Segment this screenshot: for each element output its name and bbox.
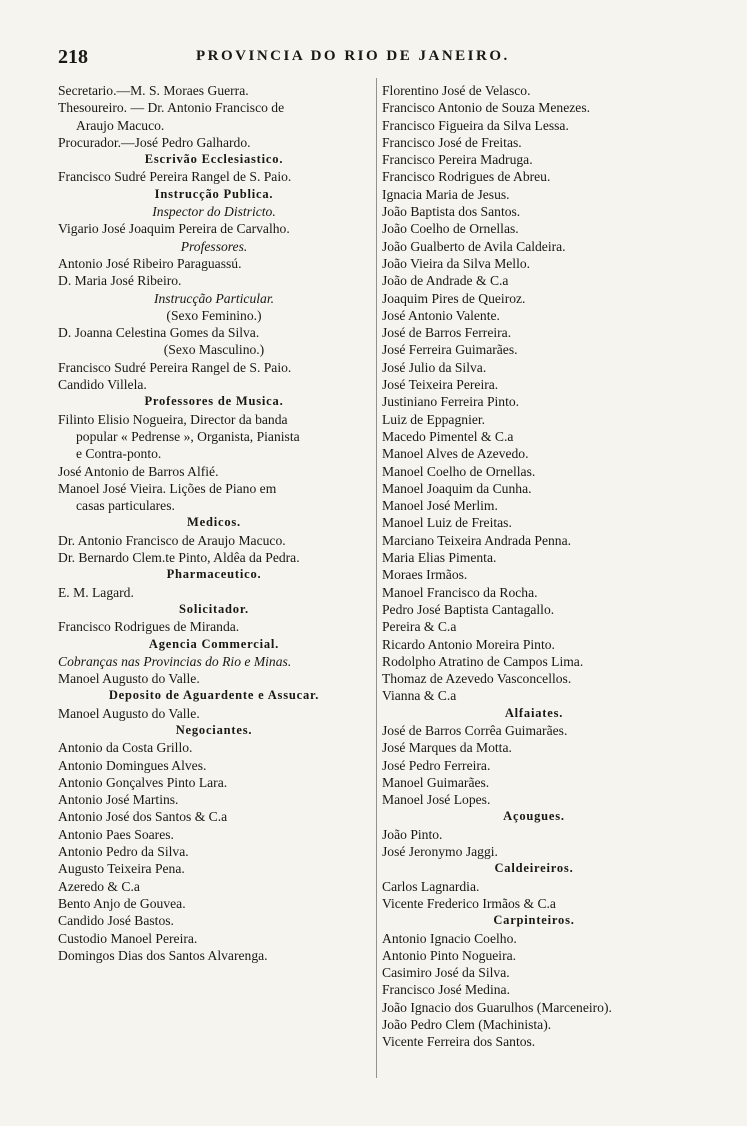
entry-line: Ignacia Maria de Jesus. bbox=[382, 186, 510, 202]
entry-line: Justiniano Ferreira Pinto. bbox=[382, 394, 520, 410]
entry-line: Pedro José Baptista Cantagallo. bbox=[382, 601, 555, 617]
section-heading: Agencia Commercial. bbox=[148, 636, 280, 651]
section-heading: Instrucção Publica. bbox=[154, 186, 274, 201]
entry-line: Francisco Sudré Pereira Rangel de S. Paio. bbox=[58, 169, 292, 185]
entry-line: Manoel Guimarães. bbox=[382, 774, 490, 790]
entry-line: Antonio José Martins. bbox=[58, 792, 179, 808]
entry-line: Manoel Luiz de Freitas. bbox=[382, 515, 512, 531]
entry-line: Antonio Gonçalves Pinto Lara. bbox=[58, 774, 228, 790]
section-heading: Alfaiates. bbox=[504, 705, 564, 720]
section-heading: Escrivão Ecclesiastico. bbox=[144, 152, 284, 167]
entry-line: Manoel Francisco da Rocha. bbox=[382, 584, 538, 600]
entry-line: José Pedro Ferreira. bbox=[382, 757, 491, 773]
entry-line: Manoel Alves de Azevedo. bbox=[382, 446, 529, 462]
entry-line: Azeredo & C.a bbox=[58, 878, 140, 894]
entry-line: Antonio José dos Santos & C.a bbox=[58, 809, 228, 825]
entry-line: João de Andrade & C.a bbox=[382, 273, 509, 289]
entry-line: José Antonio de Barros Alfié. bbox=[58, 463, 219, 479]
entry-line: Francisco Rodrigues de Miranda. bbox=[58, 619, 240, 635]
entry-line: E. M. Lagard. bbox=[58, 584, 134, 600]
entry-line: Antonio da Costa Grillo. bbox=[58, 740, 193, 756]
section-heading: Negociantes. bbox=[175, 722, 253, 737]
running-title: PROVINCIA DO RIO DE JANEIRO. bbox=[196, 48, 510, 64]
entry-line: Moraes Irmãos. bbox=[382, 567, 468, 583]
entry-line: e Contra-ponto. bbox=[76, 446, 162, 462]
entry-line: Cobranças nas Provincias do Rio e Minas. bbox=[58, 653, 292, 669]
entry-line: Candido Villela. bbox=[58, 377, 147, 393]
entry-line: Ricardo Antonio Moreira Pinto. bbox=[382, 636, 555, 652]
entry-line: Macedo Pimentel & C.a bbox=[382, 428, 514, 444]
entry-line: Dr. Antonio Francisco de Araujo Macuco. bbox=[58, 532, 286, 548]
entry-line: Luiz de Eppagnier. bbox=[382, 411, 486, 427]
subsection-heading: Professores. bbox=[180, 238, 248, 254]
entry-line: Antonio Ignacio Coelho. bbox=[382, 930, 517, 946]
entry-line: Pereira & C.a bbox=[382, 619, 457, 635]
entry-line: Dr. Bernardo Clem.te Pinto, Aldêa da Pedra. bbox=[58, 550, 300, 566]
entry-line: D. Joanna Celestina Gomes da Silva. bbox=[58, 325, 260, 341]
entry-line: Thomaz de Azevedo Vasconcellos. bbox=[382, 671, 572, 687]
entry-line: Florentino José de Velasco. bbox=[382, 83, 531, 98]
entry-line: João Baptista dos Santos. bbox=[382, 204, 521, 220]
entry-line: Custodio Manoel Pereira. bbox=[58, 930, 198, 946]
entry-line: Manoel Augusto do Valle. bbox=[58, 705, 200, 721]
entry-line: Manoel José Vieira. Lições de Piano em bbox=[58, 480, 277, 496]
entry-line: Francisco Sudré Pereira Rangel de S. Paio. bbox=[58, 359, 292, 375]
section-heading: Solicitador. bbox=[179, 601, 249, 616]
entry-line: Araujo Macuco. bbox=[76, 117, 165, 133]
section-heading: Carpinteiros. bbox=[493, 913, 575, 928]
entry-line: Manoel José Merlim. bbox=[382, 498, 498, 514]
section-heading: Pharmaceutico. bbox=[166, 567, 262, 582]
page-header bbox=[0, 46, 747, 68]
section-heading: Açougues. bbox=[503, 809, 565, 824]
entry-line: Joaquim Pires de Queiroz. bbox=[382, 290, 526, 306]
entry-line: Antonio Pedro da Silva. bbox=[58, 844, 189, 860]
entry-line: José Julio da Silva. bbox=[382, 359, 487, 375]
entry-line: Antonio José Ribeiro Paraguassú. bbox=[58, 255, 242, 271]
entry-line: Candido José Bastos. bbox=[58, 913, 174, 929]
entry-line: João Gualberto de Avila Caldeira. bbox=[382, 238, 566, 254]
entry-line: José Antonio Valente. bbox=[382, 307, 500, 323]
entry-line: Vicente Frederico Irmãos & C.a bbox=[382, 895, 556, 911]
subsection-heading: Instrucção Particular. bbox=[153, 290, 275, 306]
entry-line: (Sexo Masculino.) bbox=[163, 342, 265, 358]
entry-line: Vigario José Joaquim Pereira de Carvalho. bbox=[58, 221, 290, 237]
entry-line: Manoel José Lopes. bbox=[382, 792, 491, 808]
entry-line: popular « Pedrense », Organista, Pianista bbox=[76, 428, 300, 444]
entry-line: José Teixeira Pereira. bbox=[382, 377, 499, 393]
entry-line: João Coelho de Ornellas. bbox=[382, 221, 519, 237]
section-heading: Caldeireiros. bbox=[494, 861, 574, 876]
entry-line: Manoel Coelho de Ornellas. bbox=[382, 463, 536, 479]
entry-line: Procurador.—José Pedro Galhardo. bbox=[58, 134, 251, 150]
entry-line: Carlos Lagnardia. bbox=[382, 878, 480, 894]
right-column bbox=[382, 82, 686, 1051]
left-column bbox=[58, 82, 370, 964]
entry-line: Bento Anjo de Gouvea. bbox=[58, 895, 186, 911]
entry-line: João Pedro Clem (Machinista). bbox=[382, 1017, 552, 1033]
entry-line: João Pinto. bbox=[382, 826, 443, 842]
entry-line: Augusto Teixeira Pena. bbox=[58, 861, 185, 877]
entry-line: Antonio Domingues Alves. bbox=[58, 757, 207, 773]
page-number: 218 bbox=[58, 46, 88, 68]
section-heading: Medicos. bbox=[187, 515, 241, 530]
entry-line: Francisco José de Freitas. bbox=[382, 134, 522, 150]
entry-line: Vicente Ferreira dos Santos. bbox=[382, 1034, 536, 1050]
column-divider bbox=[376, 78, 377, 1078]
entry-line: Antonio Pinto Nogueira. bbox=[382, 947, 517, 963]
entry-line: Maria Elias Pimenta. bbox=[382, 550, 497, 566]
entry-line: João Vieira da Silva Mello. bbox=[382, 255, 531, 271]
entry-line: José Marques da Motta. bbox=[382, 740, 512, 756]
entry-line: Rodolpho Atratino de Campos Lima. bbox=[382, 653, 584, 669]
entry-line: Francisco Rodrigues de Abreu. bbox=[382, 169, 551, 185]
entry-line: Casimiro José da Silva. bbox=[382, 965, 510, 981]
subsection-heading: Inspector do Districto. bbox=[152, 204, 276, 220]
section-heading: Professores de Musica. bbox=[144, 394, 284, 409]
entry-line: Filinto Elisio Nogueira, Director da banda bbox=[58, 411, 288, 427]
entry-line: Francisco Pereira Madruga. bbox=[382, 152, 533, 168]
entry-line: Manoel Augusto do Valle. bbox=[58, 671, 200, 687]
entry-line: Francisco Antonio de Souza Menezes. bbox=[382, 100, 591, 116]
entry-line: Vianna & C.a bbox=[382, 688, 457, 704]
entry-line: José Jeronymo Jaggi. bbox=[382, 844, 498, 860]
entry-line: José de Barros Corrêa Guimarães. bbox=[382, 722, 568, 738]
entry-line: José Ferreira Guimarães. bbox=[382, 342, 518, 358]
entry-line: D. Maria José Ribeiro. bbox=[58, 273, 182, 289]
entry-line: Antonio Paes Soares. bbox=[58, 826, 174, 842]
entry-line: (Sexo Feminino.) bbox=[166, 307, 262, 323]
entry-line: Francisco Figueira da Silva Lessa. bbox=[382, 117, 569, 133]
entry-line: Secretario.—M. S. Moraes Guerra. bbox=[58, 83, 249, 98]
entry-line: Francisco José Medina. bbox=[382, 982, 510, 998]
entry-line: casas particulares. bbox=[76, 498, 175, 514]
entry-line: Manoel Joaquim da Cunha. bbox=[382, 480, 532, 496]
section-heading: Deposito de Aguardente e Assucar. bbox=[108, 688, 320, 703]
entry-line: Thesoureiro. — Dr. Antonio Francisco de bbox=[58, 100, 285, 116]
entry-line: José de Barros Ferreira. bbox=[382, 325, 512, 341]
entry-line: João Ignacio dos Guarulhos (Marceneiro). bbox=[382, 999, 612, 1015]
entry-line: Domingos Dias dos Santos Alvarenga. bbox=[58, 947, 268, 963]
entry-line: Marciano Teixeira Andrada Penna. bbox=[382, 532, 572, 548]
